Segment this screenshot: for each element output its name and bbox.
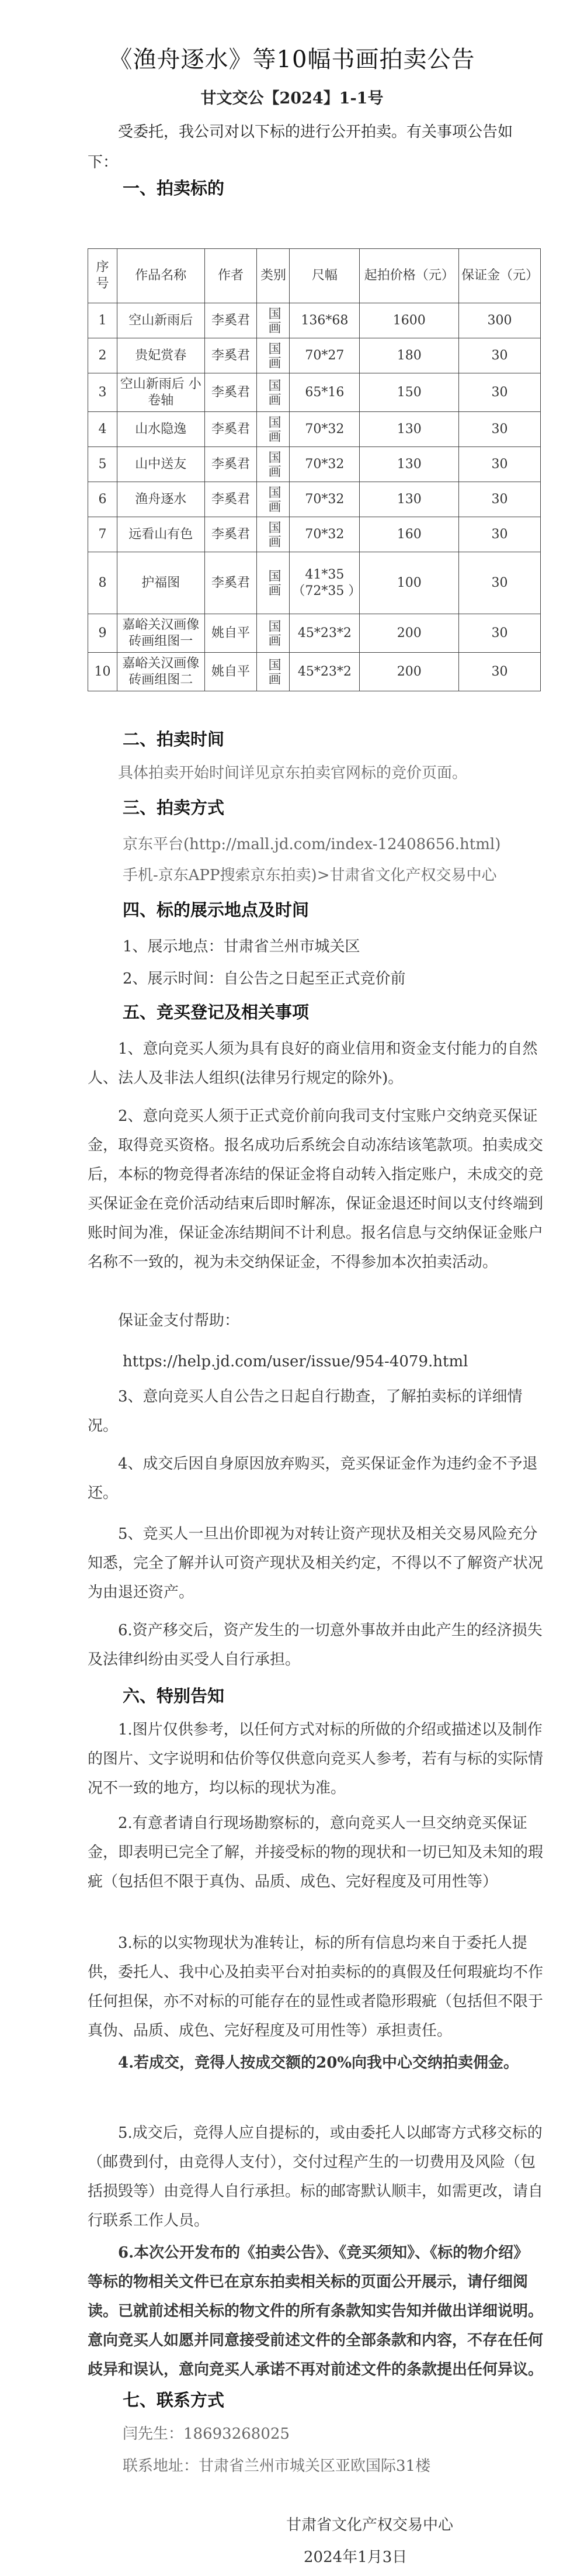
cell-size: 70*27 <box>290 338 360 373</box>
cell-name: 空山新雨后 <box>117 303 204 338</box>
section-heading-contact: 七、联系方式 <box>123 2390 225 2410</box>
header-price: 起拍价格（元） <box>360 249 459 303</box>
section-heading-items: 一、拍卖标的 <box>123 178 225 198</box>
cell-size: 136*68 <box>290 303 360 338</box>
cell-deposit: 30 <box>459 338 541 373</box>
signature-date: 2024年1月3日 <box>304 2549 408 2566</box>
cell-category: 国画 <box>257 373 290 412</box>
cell-no: 1 <box>88 303 117 338</box>
cell-deposit: 30 <box>459 552 541 614</box>
table-header-row <box>88 249 541 303</box>
cell-author: 姚自平 <box>204 614 257 653</box>
cell-author: 李奚君 <box>204 338 257 373</box>
intro-paragraph: 受委托，我公司对以下标的进行公开拍卖。有关事项公告如下： <box>88 123 513 171</box>
cell-price: 160 <box>360 517 459 552</box>
auction-time-text: 具体拍卖开始时间详见京东拍卖官网标的竞价页面。 <box>118 764 468 782</box>
cell-no: 5 <box>88 447 117 482</box>
cell-author: 李奚君 <box>204 552 257 614</box>
header-author: 作者 <box>204 249 257 303</box>
cell-deposit: 30 <box>459 482 541 517</box>
auction-items-table <box>88 248 541 691</box>
document-number: 甘文交公【2024】1-1号 <box>200 89 384 108</box>
cell-deposit: 30 <box>459 373 541 412</box>
cell-author: 李奚君 <box>204 303 257 338</box>
cell-size: 70*32 <box>290 412 360 447</box>
cell-size: 70*32 <box>290 482 360 517</box>
registration-item-2: 2、意向竞买人须于正式竞价前向我司支付宝账户交纳竞买保证金，取得竞买资格。报名成功后系统会自动冻结该笔款项。拍卖成交后，本标的物竞得者冻结的保证金将自动转入指定账户，未成交的竞买保证金在竞价活动结束后即时解冻，保证金退还时间以支付终端到账时间为准，保证金冻结期间不计利息。报名信息与交纳保证金账户名称不一致的，视为未交纳保证金，不得参加本次拍卖活动。 <box>88 1107 544 1271</box>
cell-author: 李奚君 <box>204 517 257 552</box>
cell-category: 国画 <box>257 552 290 614</box>
cell-category: 国画 <box>257 653 290 691</box>
table-row <box>88 447 541 482</box>
table-row <box>88 412 541 447</box>
cell-name: 渔舟逐水 <box>117 482 204 517</box>
section-heading-registration: 五、竞买登记及相关事项 <box>123 1002 310 1022</box>
cell-name: 空山新雨后 小卷轴 <box>117 373 204 412</box>
cell-name: 嘉峪关汉画像砖画组图二 <box>117 653 204 691</box>
special-item-6: 6.本次公开发布的《拍卖公告》、《竞买须知》、《标的物介绍》等标的物相关文件已在京东拍卖相关标的页面公开展示，请仔细阅读。已就前述相关标的物文件的所有条款知实告知并做出详细说明。意向竞买人如愿并同意接受前述文件的全部条款和内容，不存在任何歧异和误认，意向竞买人承诺不再对前述文件的条款提出任何异议。 <box>88 2244 544 2378</box>
cell-price: 100 <box>360 552 459 614</box>
table-row <box>88 482 541 517</box>
cell-no: 9 <box>88 614 117 653</box>
cell-price: 130 <box>360 447 459 482</box>
special-item-5: 5.成交后，竞得人应自提标的，或由委托人以邮寄方式移交标的（邮费到付，由竞得人支付），交付过程产生的一切费用及风险（包括损毁等）由竞得人自行承担。标的邮寄默认顺丰，如需更改，请自行联系工作人员。 <box>88 2124 544 2229</box>
table-row <box>88 373 541 412</box>
cell-size: 45*23*2 <box>290 653 360 691</box>
cell-author: 李奚君 <box>204 373 257 412</box>
header-no: 序号 <box>88 249 117 303</box>
cell-category: 国画 <box>257 412 290 447</box>
cell-no: 7 <box>88 517 117 552</box>
cell-category: 国画 <box>257 517 290 552</box>
header-name: 作品名称 <box>117 249 204 303</box>
special-item-2: 2.有意者请自行现场勘察标的，意向竞买人一旦交纳竞买保证金，即表明已完全了解，并接受标的物的现状和一切已知及未知的瑕疵（包括但不限于真伪、品质、成色、完好程度及可用性等） <box>88 1815 544 1891</box>
cell-deposit: 30 <box>459 517 541 552</box>
cell-category: 国画 <box>257 338 290 373</box>
cell-price: 200 <box>360 653 459 691</box>
registration-item-5: 5、竞买人一旦出价即视为对转让资产现状及相关交易风险充分知悉，完全了解并认可资产现状及相关约定，不得以不了解资产状况为由退还资产。 <box>88 1525 544 1601</box>
deposit-help-label: 保证金支付帮助： <box>118 1312 240 1329</box>
cell-name: 山水隐逸 <box>117 412 204 447</box>
auction-platform-link[interactable]: 京东平台(http://mall.jd.com/index-12408656.html) <box>123 836 501 853</box>
cell-price: 150 <box>360 373 459 412</box>
cell-no: 2 <box>88 338 117 373</box>
cell-name: 护福图 <box>117 552 204 614</box>
cell-name: 嘉峪关汉画像砖画组图一 <box>117 614 204 653</box>
display-time: 2、展示时间：自公告之日起至正式竞价前 <box>123 970 406 988</box>
cell-size: 45*23*2 <box>290 614 360 653</box>
table-row <box>88 614 541 653</box>
cell-size: 70*32 <box>290 517 360 552</box>
cell-size: 70*32 <box>290 447 360 482</box>
registration-item-3: 3、意向竞买人自公告之日起自行勘查，了解拍卖标的详细情况。 <box>88 1388 523 1435</box>
cell-category: 国画 <box>257 303 290 338</box>
table-row <box>88 653 541 691</box>
contact-address: 联系地址：甘肃省兰州市城关区亚欧国际31楼 <box>123 2457 431 2475</box>
cell-size: 41*35 （72*35 ） <box>290 552 360 614</box>
cell-price: 130 <box>360 482 459 517</box>
special-item-1: 1.图片仅供参考，以任何方式对标的所做的介绍或描述以及制作的图片、文字说明和估价等仅供意向竞买人参考，若有与标的实际情况不一致的地方，均以标的现状为准。 <box>88 1721 544 1797</box>
cell-size: 65*16 <box>290 373 360 412</box>
table-row <box>88 517 541 552</box>
cell-category: 国画 <box>257 614 290 653</box>
cell-deposit: 30 <box>459 412 541 447</box>
table-row <box>88 552 541 614</box>
section-heading-method: 三、拍卖方式 <box>123 798 225 818</box>
section-heading-special: 六、特别告知 <box>123 1686 225 1706</box>
special-item-3: 3.标的以实物现状为准转让，标的所有信息均来自于委托人提供，委托人、我中心及拍卖平台对拍卖标的的真假及任何瑕疵均不作任何担保，亦不对标的可能存在的显性或者隐形瑕疵（包括但不限于真伪、品质、成色、完好程度及可用性等）承担责任。 <box>88 1934 544 2040</box>
cell-price: 200 <box>360 614 459 653</box>
cell-deposit: 300 <box>459 303 541 338</box>
cell-author: 李奚君 <box>204 482 257 517</box>
special-item-4: 4.若成交，竞得人按成交额的20%向我中心交纳拍卖佣金。 <box>118 2054 519 2072</box>
header-size: 尺幅 <box>290 249 360 303</box>
cell-deposit: 30 <box>459 447 541 482</box>
cell-category: 国画 <box>257 447 290 482</box>
header-deposit: 保证金（元） <box>459 249 541 303</box>
cell-no: 10 <box>88 653 117 691</box>
page-title: 《渔舟逐水》等10幅书画拍卖公告 <box>109 46 475 73</box>
cell-author: 李奚君 <box>204 447 257 482</box>
contact-person: 闫先生：18693268025 <box>123 2425 290 2443</box>
cell-price: 180 <box>360 338 459 373</box>
table-row <box>88 303 541 338</box>
cell-name: 山中送友 <box>117 447 204 482</box>
display-place: 1、展示地点：甘肃省兰州市城关区 <box>123 938 360 955</box>
cell-author: 李奚君 <box>204 412 257 447</box>
cell-price: 130 <box>360 412 459 447</box>
section-heading-display: 四、标的展示地点及时间 <box>123 900 310 920</box>
signature-org: 甘肃省文化产权交易中心 <box>286 2516 454 2534</box>
cell-name: 贵妃赏春 <box>117 338 204 373</box>
cell-name: 远看山有色 <box>117 517 204 552</box>
section-heading-time: 二、拍卖时间 <box>123 729 225 749</box>
cell-no: 4 <box>88 412 117 447</box>
cell-no: 8 <box>88 552 117 614</box>
cell-no: 6 <box>88 482 117 517</box>
cell-category: 国画 <box>257 482 290 517</box>
cell-no: 3 <box>88 373 117 412</box>
cell-author: 姚自平 <box>204 653 257 691</box>
registration-item-4: 4、成交后因自身原因放弃购买，竞买保证金作为违约金不予退还。 <box>88 1455 538 1502</box>
cell-price: 1600 <box>360 303 459 338</box>
table-row <box>88 338 541 373</box>
deposit-help-link[interactable]: https://help.jd.com/user/issue/954-4079.html <box>123 1353 468 1370</box>
registration-item-6: 6.资产移交后，资产发生的一切意外事故并由此产生的经济损失及法律纠纷由买受人自行承担。 <box>88 1622 543 1668</box>
cell-deposit: 30 <box>459 614 541 653</box>
cell-deposit: 30 <box>459 653 541 691</box>
header-category: 类别 <box>257 249 290 303</box>
registration-item-1: 1、意向竞买人须为具有良好的商业信用和资金支付能力的自然人、法人及非法人组织(法律另行规定的除外)。 <box>88 1040 538 1087</box>
auction-app-path: 手机-京东APP搜索京东拍卖)>甘肃省文化产权交易中心 <box>123 867 497 884</box>
